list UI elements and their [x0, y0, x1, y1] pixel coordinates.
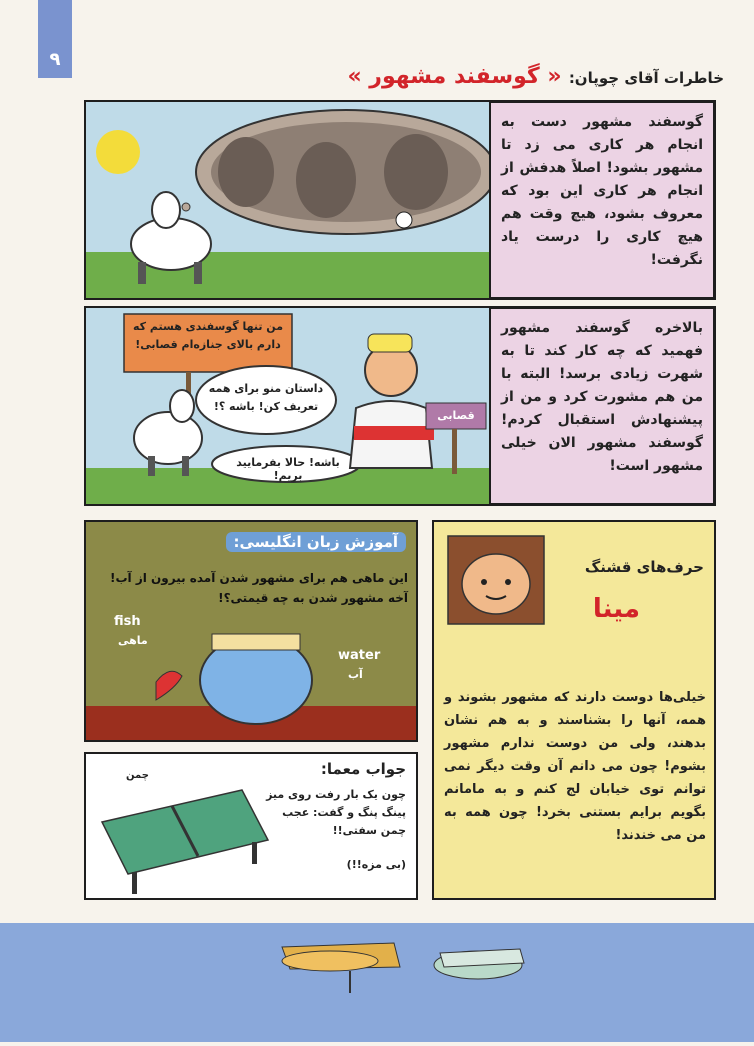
mina-heading: حرف‌های قشنگ	[584, 558, 704, 576]
riddle-title: جواب معما:	[320, 760, 406, 778]
sheep-sign-text: من تنها گوسفندی هستم که دارم بالای جنازه‌ام قصابی!	[133, 320, 283, 351]
english-lesson-panel	[84, 520, 418, 742]
story-text-1: گوسفند مشهور دست به انجام هر کاری می زد تا مشهور بشود! اصلاً هدفش از انجام هر کاری این بود که معروف بشود، هیچ وقت هم هیچ کاری را درست یاد نگرفت!	[501, 114, 703, 268]
header-prefix: خاطرات آقای چوپان:	[568, 69, 724, 87]
mina-name: مینا	[592, 594, 640, 624]
story-panel-1	[84, 100, 716, 300]
riddle-grass-label: چمن	[126, 770, 149, 781]
fish-label-fa: ماهی	[118, 634, 148, 647]
story-text-box-2	[490, 308, 714, 504]
riddle-note: (بی مزه!!)	[346, 858, 406, 871]
fish-label-en: fish	[114, 614, 141, 629]
comic-image-2	[86, 308, 490, 504]
sheep-dream-illustration	[86, 102, 490, 298]
page-number: ۹	[49, 49, 61, 70]
water-label-fa: آب	[348, 668, 363, 681]
page-number-tab	[38, 0, 72, 78]
sheep-speech-bubble: داستان منو برای همه تعریف کن! باشه ؟!	[208, 382, 324, 413]
comic-image-1	[86, 102, 490, 298]
mina-text: خیلی‌ها دوست دارند که مشهور بشوند و همه، آنها را بشناسند و به هم نشان بدهند، ولی من دوست ندارم مشهور بشوم! چون می دانم آن وقت دیگر نمی توانم توی خیابان لج کنم و به مامانم بگویم برایم بستنی بخرد! چون همه به من می خندند!	[444, 690, 706, 843]
water-label-en: water	[338, 648, 381, 663]
ping-pong-table-illustration	[92, 762, 272, 896]
riddle-answer-panel	[84, 752, 418, 900]
mina-panel	[432, 520, 716, 900]
header-title: « گوسفند مشهور »	[347, 64, 562, 89]
butcher-shop-sign: قصابی	[437, 409, 475, 422]
airplanes-illustration	[0, 923, 754, 1042]
butcher-speech-bubble: باشه! حالا بفرمایید بریم!	[236, 456, 340, 482]
riddle-text: چون یک بار رفت روی میز پینگ پنگ و گفت: عجب چمن سفتی!!	[266, 788, 406, 837]
story-text-2: بالاخره گوسفند مشهور فهمید که چه کار کند تا به شهرت زیادی برسد! البته با من هم مشورت کرد و من از پیشنهادش استقبال کردم! گوسفند مشهور الان خیلی مشهور است!	[501, 320, 703, 474]
mina-avatar	[444, 532, 548, 628]
story-panel-2	[84, 306, 716, 506]
english-lesson-title: آموزش زبان انگلیسی:	[226, 532, 407, 552]
english-lesson-text: این ماهی هم برای مشهور شدن آمده بیرون از آب! آخه مشهور شدن به چه قیمتی؟!	[110, 571, 408, 605]
footer-band	[0, 923, 754, 1042]
page-header	[345, 64, 724, 89]
story-text-box-1	[490, 102, 714, 298]
